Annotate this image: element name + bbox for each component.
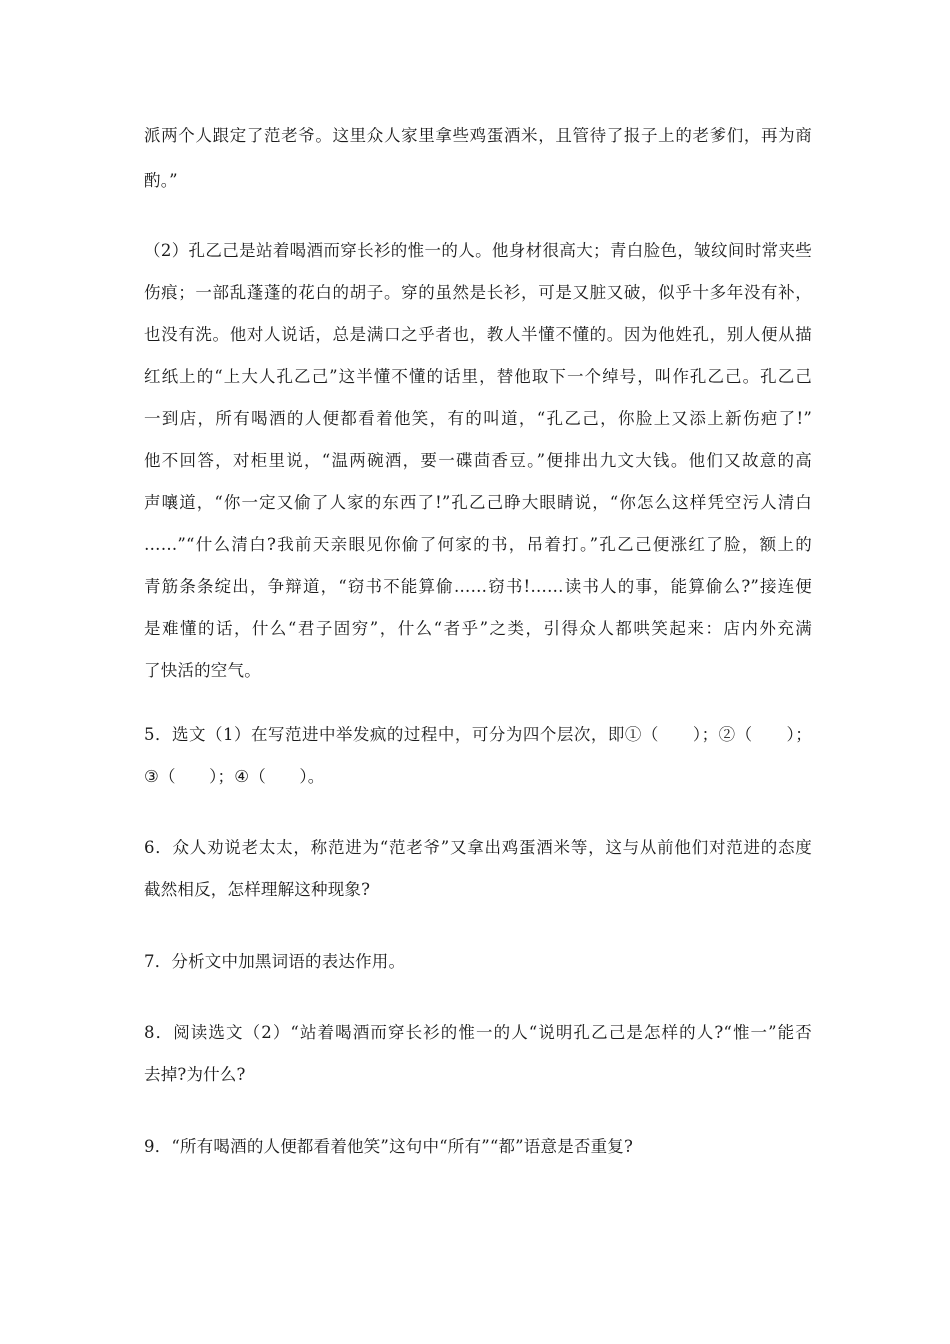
- passage-2: [144, 236, 812, 685]
- passage-2-line: ……”“什么清白?我前天亲眼见你偷了何家的书，吊着打。”孔乙己便涨红了脸，额上的: [144, 535, 812, 554]
- question-6-line: 截然相反，怎样理解这种现象?: [144, 880, 371, 899]
- passage-2-line: 了快活的空气。: [144, 661, 261, 680]
- passage-2-line: 他不回答，对柜里说，“温两碗酒，要一碟茴香豆。”便排出九文大钱。他们又故意的高: [144, 451, 812, 470]
- passage-1: [144, 121, 812, 195]
- passage-2-line: 声嚷道，“你一定又偷了人家的东西了!”孔乙己睁大眼睛说，“你怎么这样凭空污人清白: [144, 493, 812, 512]
- question-9-line: 9．“所有喝酒的人便都看着他笑”这句中“所有”“都”语意是否重复?: [144, 1137, 634, 1156]
- passage-2-line: 伤痕；一部乱蓬蓬的花白的胡子。穿的虽然是长衫，可是又脏又破，似乎十多年没有补，: [144, 283, 812, 302]
- question-5-line: 5．选文（1）在写范进中举发疯的过程中，可分为四个层次，即①（ ）；②（ ）；: [144, 725, 812, 744]
- question-8-line: 去掉?为什么?: [144, 1065, 246, 1084]
- passage-2-line: 青筋条条绽出，争辩道，“窃书不能算偷……窃书!……读书人的事，能算偷么?”接连便: [144, 577, 812, 596]
- passage-2-line: 一到店，所有喝酒的人便都看着他笑，有的叫道，“孔乙己，你脸上又添上新伤疤了!”: [144, 409, 812, 428]
- question-8-line: 8．阅读选文（2）“站着喝酒而穿长衫的惟一的人“说明孔乙己是怎样的人?“惟一”能否: [144, 1023, 812, 1042]
- passage-1-line: 酌。”: [144, 171, 178, 190]
- question-7: [144, 947, 812, 976]
- question-7-line: 7．分析文中加黑词语的表达作用。: [144, 952, 406, 971]
- question-9: [144, 1132, 812, 1161]
- question-6-line: 6．众人劝说老太太，称范进为“范老爷”又拿出鸡蛋酒米等，这与从前他们对范进的态度: [144, 838, 812, 857]
- question-5: [144, 720, 812, 791]
- passage-2-line: 是难懂的话，什么“君子固穷”，什么“者乎”之类，引得众人都哄笑起来：店内外充满: [144, 619, 812, 638]
- passage-2-line: 红纸上的“上大人孔乙己”这半懂不懂的话里，替他取下一个绰号，叫作孔乙己。孔乙己: [144, 367, 812, 386]
- passage-1-line: 派两个人跟定了范老爷。这里众人家里拿些鸡蛋酒米，且管待了报子上的老爹们，再为商: [144, 126, 812, 145]
- question-5-line: ③（ ）；④（ ）。: [144, 767, 325, 786]
- question-8: [144, 1018, 812, 1089]
- question-6: [144, 833, 812, 904]
- passage-2-line: 也没有洗。他对人说话，总是满口之乎者也，教人半懂不懂的。因为他姓孔，别人便从描: [144, 325, 812, 344]
- passage-2-line: （2）孔乙己是站着喝酒而穿长衫的惟一的人。他身材很高大；青白脸色，皱纹间时常夹些: [144, 241, 812, 260]
